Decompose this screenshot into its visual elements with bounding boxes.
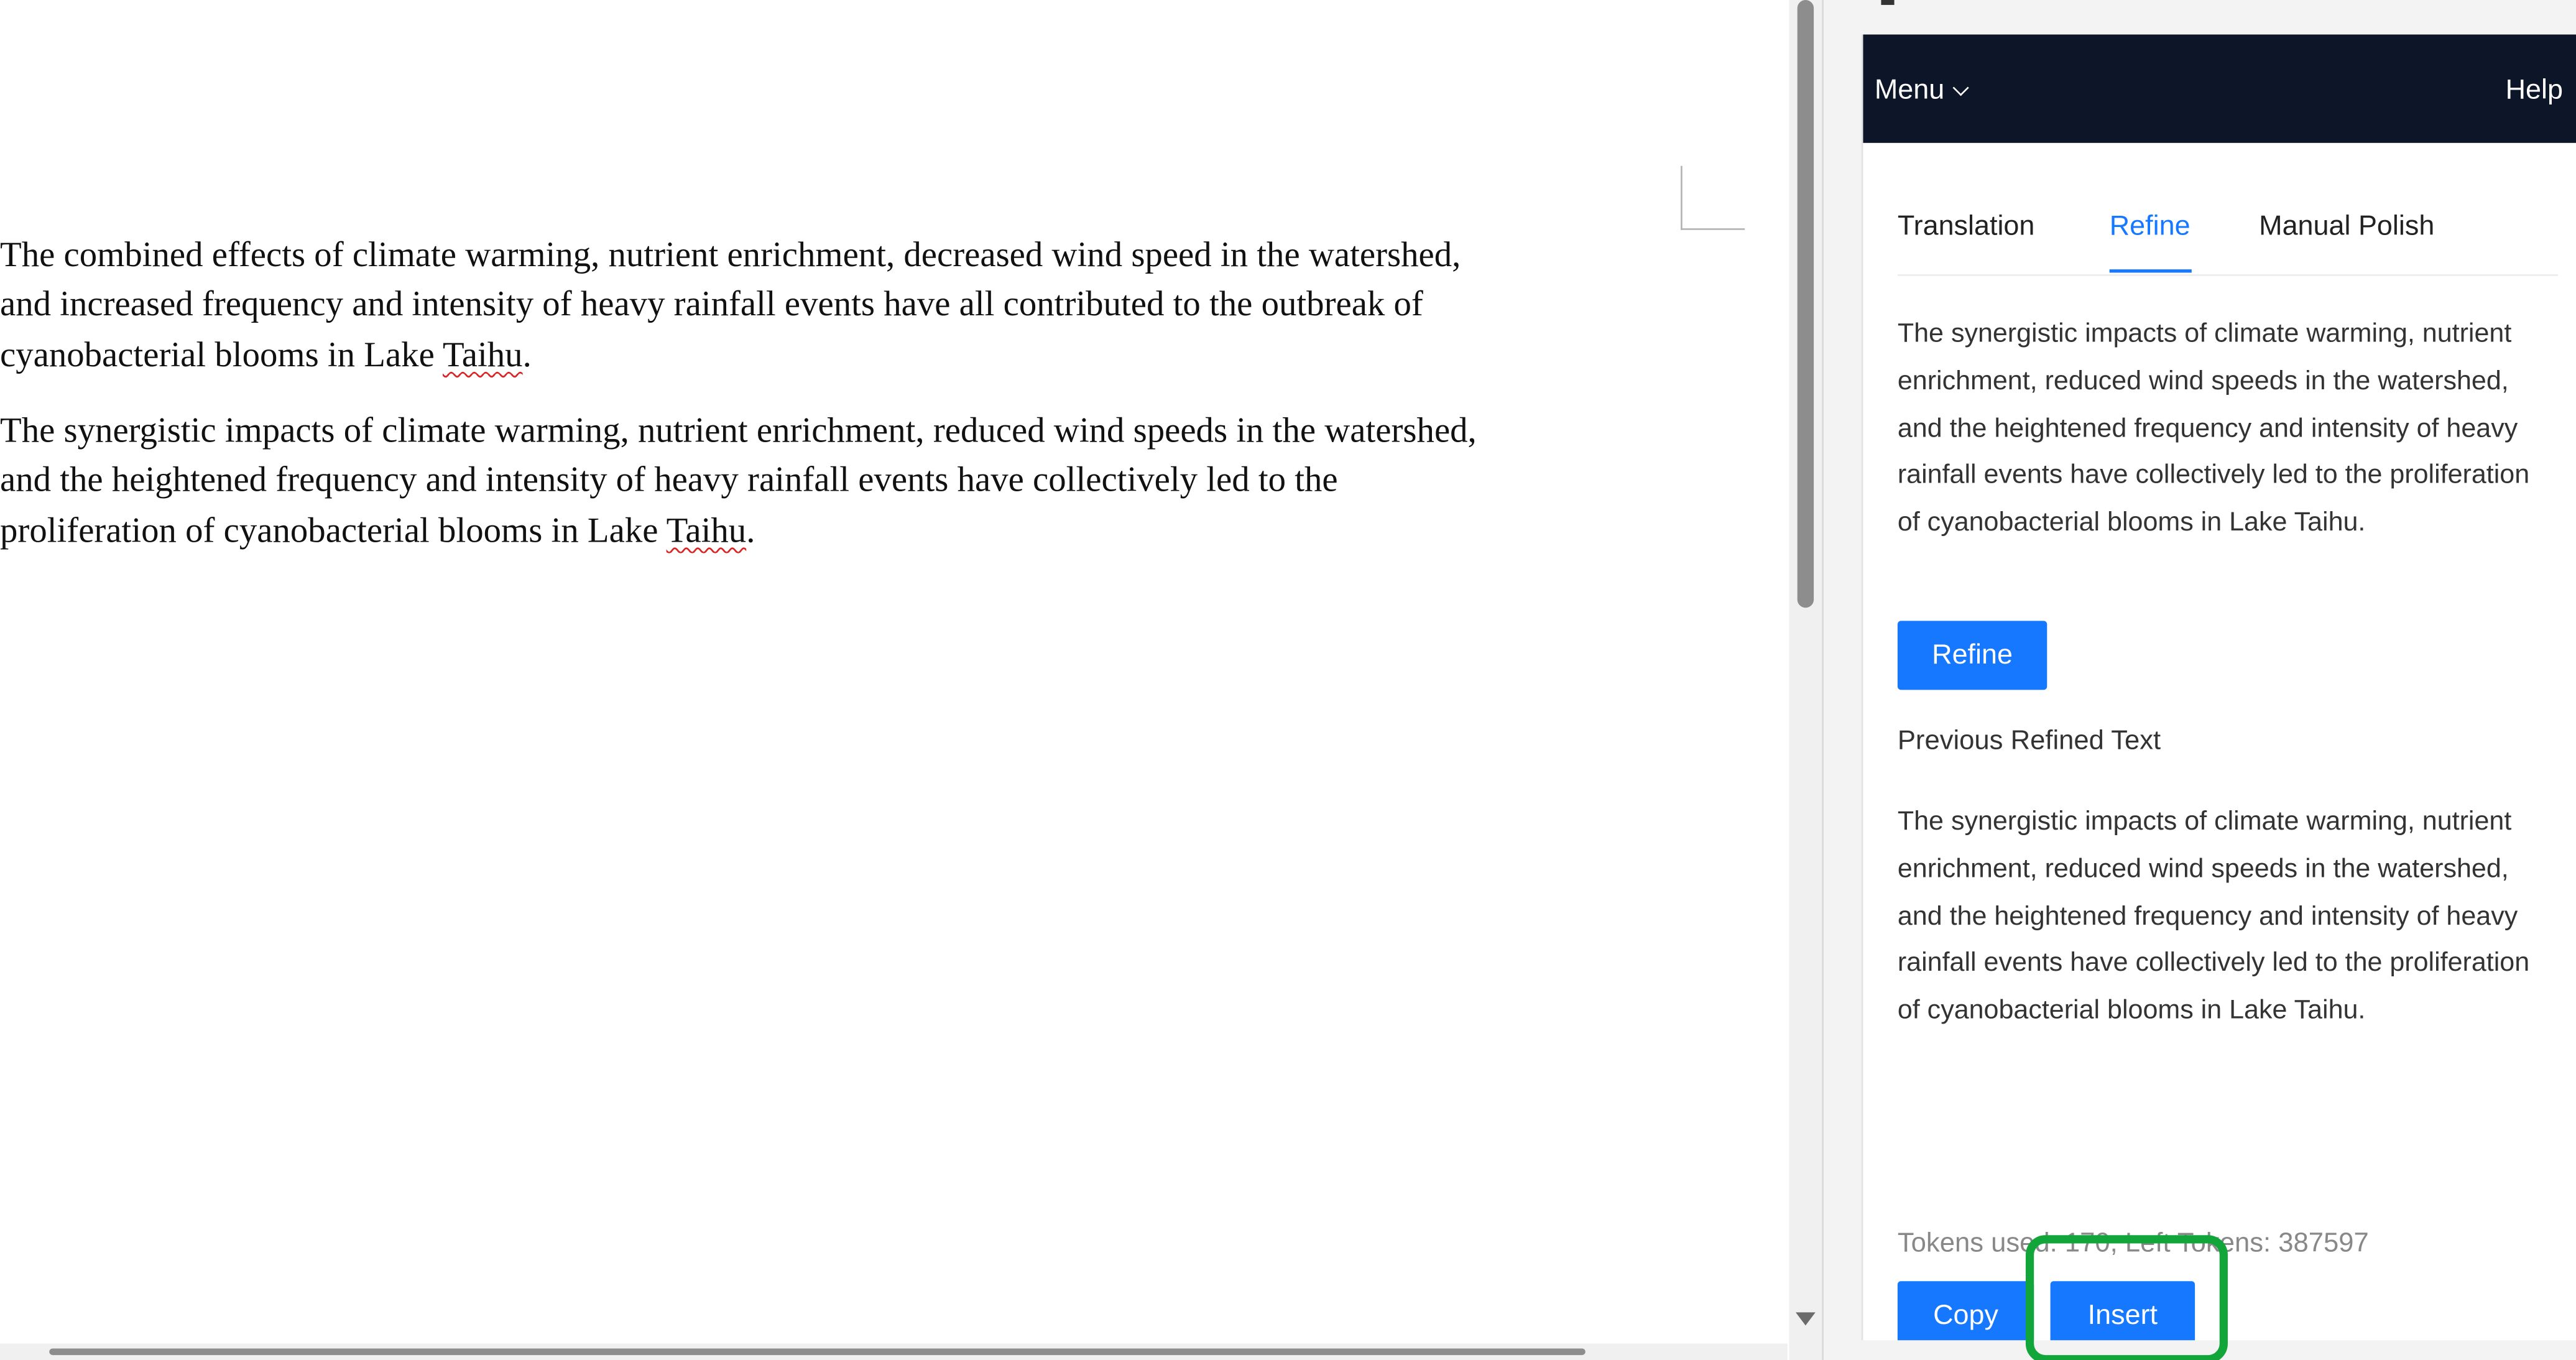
document-horizontal-scrollbar[interactable] [0,1344,1788,1360]
paragraph-line: and increased frequency and intensity of heavy rainfall events have all contributed to the outbreak of [0,284,1423,325]
paragraph-line [0,505,1477,555]
menu-dropdown[interactable] [1875,74,1966,107]
page-corner-mark [1681,166,1745,230]
paragraph-line: The combined effects of climate warming, nutrient enrichment, decreased wind speed in the watershed, [0,234,1461,275]
active-tab-indicator [2110,269,2192,272]
paragraph-line: and the heightened frequency and intensity of heavy rainfall events have collectively led to the [0,460,1338,500]
chevron-down-icon [1952,79,1968,95]
document-vertical-scrollbar[interactable] [1789,0,1822,1360]
spellcheck-word[interactable]: Taihu [443,334,523,374]
refined-text: The synergistic impacts of climate warming, nutrient enrichment, reduced wind speeds in the watershed, and the heightened frequency and intensity of heavy rainfall events have collectively led to the proliferation of cyanobacterial blooms in Lake Taihu. [1897,318,2530,538]
tab-bar [1898,192,2558,276]
paragraph-text: proliferation of cyanobacterial blooms in Lake [0,510,667,550]
tab-refine[interactable]: Refine [2109,210,2191,242]
paragraph-line [0,330,1461,379]
paragraph-text: . [522,334,532,374]
scroll-down-arrow-icon[interactable] [1796,1312,1816,1325]
previous-refined-text: The synergistic impacts of climate warming, nutrient enrichment, reduced wind speeds in the watershed, and the heightened frequency and intensity of heavy rainfall events have collectively led to the proliferation of cyanobacterial blooms in Lake Taihu. [1897,806,2530,1025]
insert-button-highlight [2026,1235,2228,1360]
token-usage: Tokens used: 170, Left Tokens: 387597 [1897,1228,2369,1259]
paragraph-text: . [746,510,755,550]
pane-top-mark [1881,0,1894,5]
help-link[interactable]: Help [2505,73,2563,106]
paragraph-text: cyanobacterial blooms in Lake [0,334,443,374]
menu-label: Menu [1874,73,1945,106]
refine-button[interactable]: Refine [1898,621,2047,690]
vertical-scroll-thumb[interactable] [1798,0,1814,608]
insert-button[interactable]: Insert [2051,1281,2195,1340]
paragraph-line: The synergistic impacts of climate warming, nutrient enrichment, reduced wind speeds in the watershed, [0,410,1477,450]
spellcheck-word[interactable]: Taihu [666,510,747,550]
copy-button[interactable]: Copy [1898,1281,2034,1340]
task-pane [1862,34,2576,1340]
previous-refined-label: Previous Refined Text [1897,726,2161,756]
horizontal-scroll-thumb[interactable] [49,1349,1586,1356]
document-paragraph-refined[interactable] [0,405,1477,555]
tab-manual-polish[interactable]: Manual Polish [2259,210,2435,242]
tab-translation[interactable]: Translation [1897,210,2035,242]
pane-header [1863,34,2576,142]
document-paragraph-original[interactable] [0,230,1461,379]
